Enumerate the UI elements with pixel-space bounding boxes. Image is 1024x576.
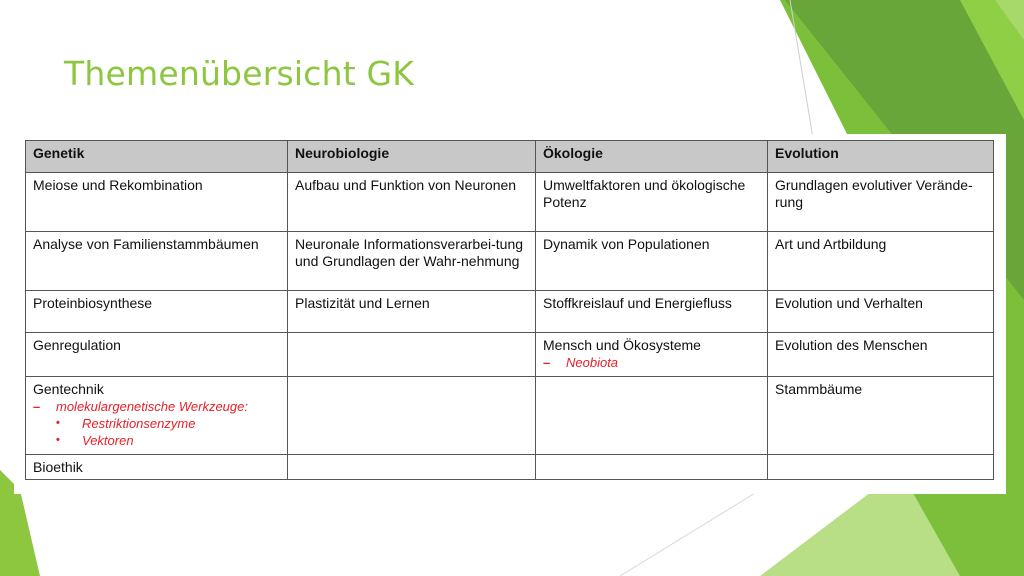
bullet-marker: •: [56, 434, 60, 446]
thin-line-bottom: [620, 490, 760, 576]
table-cell: [288, 455, 536, 480]
table-cell: Meiose und Rekombination: [26, 173, 288, 232]
sub-item: [33, 398, 280, 415]
table-cell: Plastizität und Lernen: [288, 291, 536, 333]
table-cell: Dynamik von Populationen: [536, 232, 768, 291]
table-cell: Aufbau und Funktion von Neuronen: [288, 173, 536, 232]
cell-text: Mensch und Ökosysteme: [543, 337, 701, 353]
table-cell: Evolution und Verhalten: [768, 291, 994, 333]
table-cell: Bioethik: [26, 455, 288, 480]
sub-sub-item-label: Vektoren: [82, 433, 134, 448]
table-cell: Grundlagen evolutiver Verände-rung: [768, 173, 994, 232]
sub-item: [543, 354, 760, 371]
table-cell: Stoffkreislauf und Energiefluss: [536, 291, 768, 333]
cell-text: Gentechnik: [33, 381, 104, 397]
table-cell: [288, 377, 536, 455]
topics-table: [25, 140, 994, 480]
sub-item-label: Neobiota: [566, 355, 619, 370]
table-row: [26, 455, 994, 480]
table-cell: Umweltfaktoren und ökologische Potenz: [536, 173, 768, 232]
header-evolution: Evolution: [768, 141, 994, 173]
table-cell: [26, 377, 288, 455]
table-row: [26, 291, 994, 333]
table-row: [26, 377, 994, 455]
table-cell: Evolution des Menschen: [768, 333, 994, 377]
table-cell: [536, 377, 768, 455]
table-cell: [536, 333, 768, 377]
table-cell: Analyse von Familienstammbäumen: [26, 232, 288, 291]
table-cell: Genregulation: [26, 333, 288, 377]
header-oekologie: Ökologie: [536, 141, 768, 173]
sub-sub-item: [33, 415, 280, 432]
table-row: [26, 232, 994, 291]
sub-sub-item: [33, 432, 280, 449]
bullet-marker: •: [56, 417, 60, 429]
dash-marker: –: [33, 399, 41, 414]
dash-marker: –: [543, 355, 551, 370]
table-cell: [288, 333, 536, 377]
table-cell: Proteinbiosynthese: [26, 291, 288, 333]
table-row: [26, 333, 994, 377]
table-cell: Art und Artbildung: [768, 232, 994, 291]
sub-sub-item-label: Restriktionsenzyme: [82, 416, 196, 431]
table-cell: Stammbäume: [768, 377, 994, 455]
sub-item-label: molekulargenetische Werkzeuge:: [56, 399, 248, 414]
table-header-row: [26, 141, 994, 173]
table-row: [26, 173, 994, 232]
header-neurobiologie: Neurobiologie: [288, 141, 536, 173]
table-cell: [536, 455, 768, 480]
table-cell: Neuronale Informationsverarbei-tung und Grundlagen der Wahr-nehmung: [288, 232, 536, 291]
header-genetik: Genetik: [26, 141, 288, 173]
table-cell: [768, 455, 994, 480]
page-title: Themenübersicht GK: [64, 54, 415, 93]
